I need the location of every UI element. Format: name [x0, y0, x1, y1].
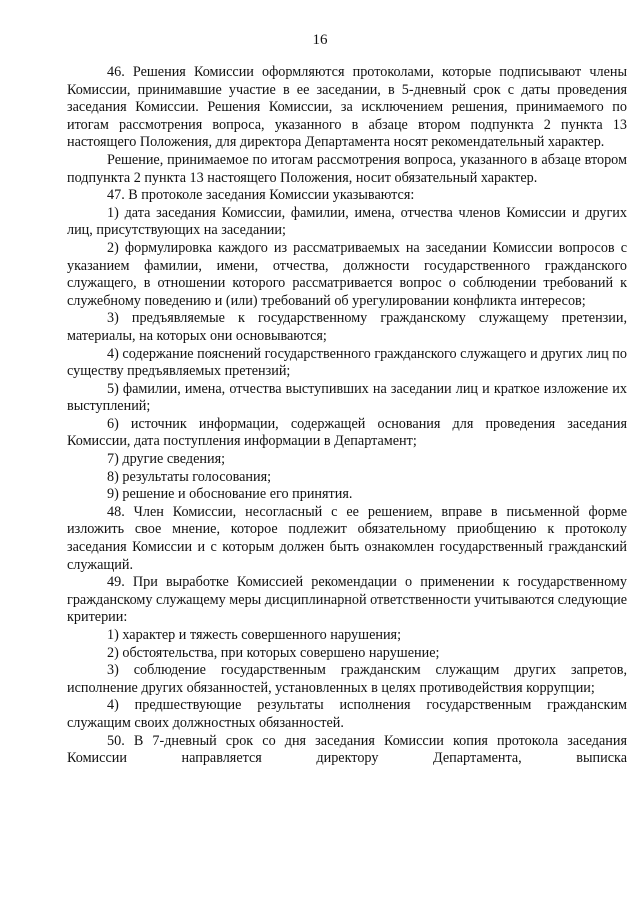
paragraph: 7) другие сведения; [107, 451, 226, 468]
paragraph: 4) содержание пояснений государственного гражданского служащего и других лиц по существу предъявляемых претензий; [67, 345, 627, 380]
paragraph: 3) предъявляемые к государственному гражданскому служащему претензии, материалы, на которых они основываются; [67, 310, 627, 344]
paragraph: 50. В 7-дневный срок со дня заседания Комиссии копия протокола заседания Комиссии направляется директору Департамента, выписка [67, 732, 627, 767]
paragraph: Решение, принимаемое по итогам рассмотрения вопроса, указанного в абзаце втором подпункта 2 пункта 13 настоящего Положения, носит обязательный характер. [67, 151, 627, 186]
page-number: 16 [312, 32, 328, 48]
paragraph: 48. Член Комиссии, несогласный с ее решением, вправе в письменной форме изложить свое мнение, которое подлежит обязательному приобщению к протоколу заседания Комиссии и с которым должен быть ознакомлен государственный гражданский служащий. [67, 503, 627, 573]
paragraph: 2) обстоятельства, при которых совершено нарушение; [107, 644, 440, 661]
paragraph: 3) соблюдение государственным гражданским служащим других запретов, исполнение других обязанностей, установленных в целях противодействия коррупции; [67, 662, 627, 696]
paragraph: 2) формулировка каждого из рассматриваемых на заседании Комиссии вопросов с указанием фамилии, имени, отчества, должности государственного гражданского служащего, в отношении которого рассматривается вопрос о соблюдении требований к служебному поведению и (или) требований об урегулировании конфликта интересов; [67, 239, 627, 309]
paragraph: 5) фамилии, имена, отчества выступивших на заседании лиц и краткое изложение их выступлений; [67, 380, 627, 415]
paragraph: 6) источник информации, содержащей основания для проведения заседания Комиссии, дата поступления информации в Департамент; [67, 415, 627, 450]
paragraph: 4) предшествующие результаты исполнения государственным гражданским служащим своих должностных обязанностей. [67, 697, 627, 731]
paragraph: 1) дата заседания Комиссии, фамилии, имена, отчества членов Комиссии и других лиц, присутствующих на заседании; [67, 204, 627, 239]
paragraph: 8) результаты голосования; [107, 468, 272, 485]
document-body [67, 64, 627, 768]
paragraph: 1) характер и тяжесть совершенного нарушения; [107, 627, 402, 643]
paragraph: 9) решение и обоснование его принятия. [107, 486, 353, 503]
paragraph: 47. В протоколе заседания Комиссии указываются: [107, 187, 415, 204]
paragraph: 46. Решения Комиссии оформляются протоколами, которые подписывают члены Комиссии, принимавшие участие в ее заседании, в 5-дневный срок с даты проведения заседания Комиссии. Решения Комиссии, за исключением решения, принимаемого по итогам рассмотрения вопроса, указанного в абзаце втором подпункта 2 пункта 13 настоящего Положения, для директора Департамента носят рекомендательный характер. [67, 64, 627, 151]
paragraph: 49. При выработке Комиссией рекомендации о применении к государственному гражданскому служащему меры дисциплинарной ответственности учитываются следующие критерии: [67, 574, 627, 626]
